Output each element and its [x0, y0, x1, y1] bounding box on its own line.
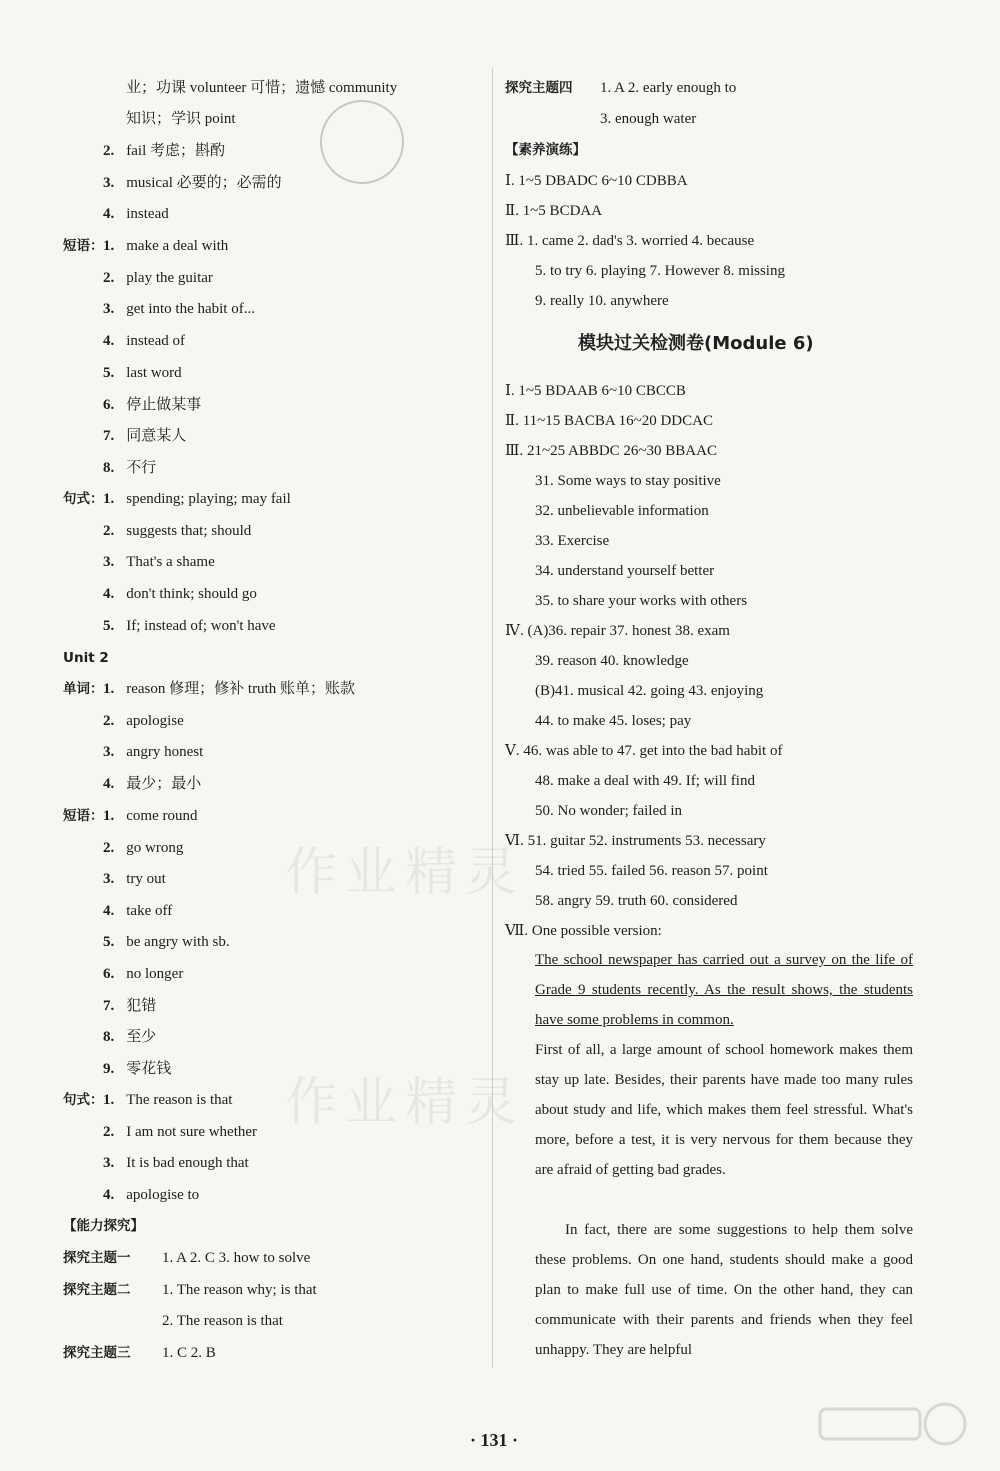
test-line: 33. Exercise	[535, 533, 610, 549]
phrase-text: come round	[126, 808, 198, 824]
word-text: angry honest	[126, 744, 204, 761]
phrase-item	[103, 964, 183, 986]
pattern-text: It is bad enough that	[126, 1155, 249, 1172]
phrase-text: 至少	[126, 1029, 157, 1046]
pattern-text: The reason is that	[126, 1092, 233, 1108]
test-line: Ⅶ. One possible version:	[505, 923, 662, 939]
phrase-number: 1.	[103, 238, 115, 254]
practice-line: Ⅱ. 1~5 BCDAA	[505, 203, 603, 219]
test-line: 50. No wonder; failed in	[535, 803, 683, 819]
test-line: Ⅳ. (A)36. repair 37. honest 38. exam	[505, 623, 730, 639]
phrase-number: 1.	[103, 808, 115, 824]
phrase-item	[103, 363, 182, 385]
pattern-item	[103, 584, 257, 606]
test-line: 34. understand yourself better	[535, 563, 715, 579]
phrase-item	[103, 331, 185, 353]
pattern-item	[103, 1185, 199, 1207]
phrase-item	[103, 806, 197, 828]
pattern-text: don't think; should go	[126, 586, 257, 603]
practice-line: 9. really 10. anywhere	[535, 293, 669, 309]
phrase-number: 6.	[103, 396, 115, 413]
phrase-text: take off	[126, 902, 173, 919]
word-number: 2.	[103, 712, 115, 729]
pattern-number: 1.	[103, 1092, 115, 1108]
phrase-item	[103, 1027, 156, 1049]
word-item	[103, 204, 169, 226]
pattern-text: If; instead of; won't have	[126, 617, 276, 634]
phrase-item	[103, 236, 228, 258]
phrase-text: make a deal with	[126, 238, 229, 254]
phrase-text: be angry with sb.	[126, 934, 230, 951]
phrase-number: 7.	[103, 428, 115, 445]
phrase-text: 不行	[126, 459, 157, 476]
pattern-number: 5.	[103, 617, 115, 634]
phrase-number: 2.	[103, 839, 115, 856]
phrase-item	[103, 458, 156, 480]
pattern-item	[103, 1122, 257, 1144]
test-line: 31. Some ways to stay positive	[535, 473, 721, 489]
pattern-item	[103, 552, 215, 574]
pattern-item	[103, 616, 276, 638]
phrase-item	[103, 901, 172, 923]
test-line: (B)41. musical 42. going 43. enjoying	[535, 683, 764, 699]
essay-paragraph-1: First of all, a large amount of school homework makes them stay up late. Besides, their parents have made too many rules about study and life, which makes them feel stressful. What's more, before a test, it is very nervous for them because they are afraid of getting bad grades.	[535, 1042, 913, 1178]
phrase-text: 同意某人	[126, 428, 187, 445]
watermark-1: 作业精灵	[285, 843, 526, 903]
pattern-number: 3.	[103, 1155, 115, 1172]
phrase-text: 犯错	[126, 997, 157, 1014]
practice-line: 5. to try 6. playing 7. However 8. missing	[535, 263, 785, 279]
pattern-item	[103, 521, 251, 543]
phrase-number: 3.	[103, 301, 115, 318]
test-line: 39. reason 40. knowledge	[535, 653, 689, 669]
phrase-item	[103, 932, 230, 954]
test-line: Ⅲ. 21~25 ABBDC 26~30 BBAAC	[505, 443, 717, 459]
phrase-number: 2.	[103, 269, 115, 286]
phrase-item	[103, 838, 183, 860]
word-item	[103, 711, 184, 733]
word-item	[103, 141, 225, 163]
phrase-number: 8.	[103, 1029, 115, 1046]
phrase-text: get into the habit of...	[126, 301, 255, 318]
phrase-number: 4.	[103, 902, 115, 919]
topic-3-label: 探究主题三	[63, 1345, 131, 1361]
pattern-text: I am not sure whether	[126, 1123, 258, 1140]
pattern-number: 4.	[103, 1187, 115, 1204]
topic-4-answer-1: 1. A 2. early enough to	[600, 80, 737, 96]
phrase-text: instead of	[126, 333, 185, 350]
column-divider	[492, 68, 493, 1368]
left-top-line-2: 知识；学识 point	[126, 111, 236, 127]
phrase-item	[103, 1059, 171, 1081]
unit-2-heading: Unit 2	[63, 650, 109, 666]
test-line: Ⅱ. 11~15 BACBA 16~20 DDCAC	[505, 413, 713, 429]
pattern-number: 1.	[103, 491, 115, 507]
phrase-item	[103, 299, 255, 321]
topic-1-label: 探究主题一	[63, 1250, 131, 1266]
word-number: 4.	[103, 776, 115, 793]
watermark-2: 作业精灵	[285, 1073, 526, 1133]
stamp-seal	[309, 89, 415, 195]
pattern-item	[103, 489, 291, 511]
word-item	[103, 742, 203, 764]
test-line: Ⅵ. 51. guitar 52. instruments 53. necessary	[505, 833, 766, 849]
phrase-label-2: 短语：	[63, 808, 104, 824]
pattern-number: 2.	[103, 1123, 115, 1140]
topic-2-answer-1: 1. The reason why; is that	[162, 1282, 317, 1298]
test-line: 44. to make 45. loses; pay	[535, 713, 692, 729]
topic-4-label: 探究主题四	[505, 80, 573, 96]
word-item	[103, 774, 201, 796]
site-logo-watermark	[810, 1399, 980, 1459]
pattern-text: spending; playing; may fail	[126, 491, 291, 507]
word-number: 3.	[103, 744, 115, 761]
phrase-number: 5.	[103, 934, 115, 951]
word-number: 3.	[103, 174, 115, 191]
word-number: 4.	[103, 206, 115, 223]
practice-line: Ⅲ. 1. came 2. dad's 3. worried 4. because	[505, 233, 755, 249]
pattern-item	[103, 1090, 232, 1112]
phrase-item	[103, 395, 201, 417]
pattern-number: 3.	[103, 554, 115, 571]
module-test-title: 模块过关检测卷(Module 6)	[578, 333, 814, 354]
phrase-number: 4.	[103, 333, 115, 350]
pattern-label-2: 句式：	[63, 1092, 104, 1108]
word-text: 最少；最小	[126, 776, 202, 793]
test-line: 35. to share your works with others	[535, 593, 748, 609]
phrase-text: 零花钱	[126, 1060, 172, 1077]
test-line: 58. angry 59. truth 60. considered	[535, 893, 738, 909]
topic-3-answers: 1. C 2. B	[162, 1345, 216, 1361]
practice-line: Ⅰ. 1~5 DBADC 6~10 CDBBA	[505, 173, 688, 189]
phrase-text: try out	[126, 871, 166, 888]
practice-heading: 【素养演练】	[505, 142, 586, 158]
page-number: · 131 ·	[470, 1430, 519, 1450]
pattern-number: 2.	[103, 522, 115, 539]
phrase-number: 7.	[103, 997, 115, 1014]
topic-2-label: 探究主题二	[63, 1282, 131, 1298]
pattern-text: That's a shame	[126, 554, 215, 571]
word-label: 单词：	[63, 681, 104, 697]
phrase-item	[103, 996, 156, 1018]
test-line: Ⅴ. 46. was able to 47. get into the bad habit of	[505, 743, 783, 759]
phrase-text: play the guitar	[126, 269, 213, 286]
phrase-item	[103, 268, 213, 290]
topic-2-answer-2: 2. The reason is that	[162, 1313, 283, 1329]
phrase-number: 6.	[103, 966, 115, 982]
word-text: fail 考虑；斟酌	[126, 143, 225, 159]
test-line: 48. make a deal with 49. If; will find	[535, 773, 755, 789]
word-text: apologise	[126, 712, 184, 729]
phrase-text: 停止做某事	[126, 396, 202, 413]
phrase-text: last word	[126, 364, 182, 381]
phrase-text: go wrong	[126, 839, 184, 856]
topic-4-answer-2: 3. enough water	[600, 111, 697, 127]
phrase-number: 3.	[103, 871, 115, 888]
phrase-label: 短语：	[63, 238, 104, 254]
phrase-number: 8.	[103, 459, 115, 476]
word-item	[103, 679, 355, 701]
word-item	[103, 173, 282, 195]
pattern-number: 4.	[103, 586, 115, 603]
essay-paragraph-2: In fact, there are some suggestions to help them solve these problems. On one hand, students should make a good plan to make full use of time. On the other hand, they can communicate with their parents and friends when they feel unhappy. They are helpful	[535, 1222, 913, 1358]
pattern-text: suggests that; should	[126, 522, 252, 539]
word-number: 2.	[103, 143, 115, 159]
pattern-item	[103, 1153, 249, 1175]
word-text: reason 修理；修补 truth 账单；账款	[126, 681, 355, 697]
phrase-number: 9.	[103, 1060, 115, 1077]
test-line: Ⅰ. 1~5 BDAAB 6~10 CBCCB	[505, 383, 686, 399]
pattern-label: 句式：	[63, 491, 104, 507]
word-text: instead	[126, 206, 169, 223]
essay-intro-underlined: The school newspaper has carried out a survey on the life of Grade 9 students recently. As the result shows, the students have some problems in common.	[535, 952, 913, 1028]
test-line: 54. tried 55. failed 56. reason 57. point	[535, 863, 768, 879]
phrase-item	[103, 869, 166, 891]
ability-heading: 【能力探究】	[63, 1218, 144, 1234]
word-number: 1.	[103, 681, 115, 697]
phrase-number: 5.	[103, 364, 115, 381]
topic-1-answers: 1. A 2. C 3. how to solve	[162, 1250, 311, 1266]
phrase-text: no longer	[126, 966, 184, 982]
left-top-line-1: 业；功课 volunteer 可惜；遗憾 community	[126, 80, 398, 96]
phrase-item	[103, 426, 186, 448]
pattern-text: apologise to	[126, 1187, 200, 1204]
test-line: 32. unbelievable information	[535, 503, 709, 519]
word-text: musical 必要的；必需的	[126, 174, 282, 191]
